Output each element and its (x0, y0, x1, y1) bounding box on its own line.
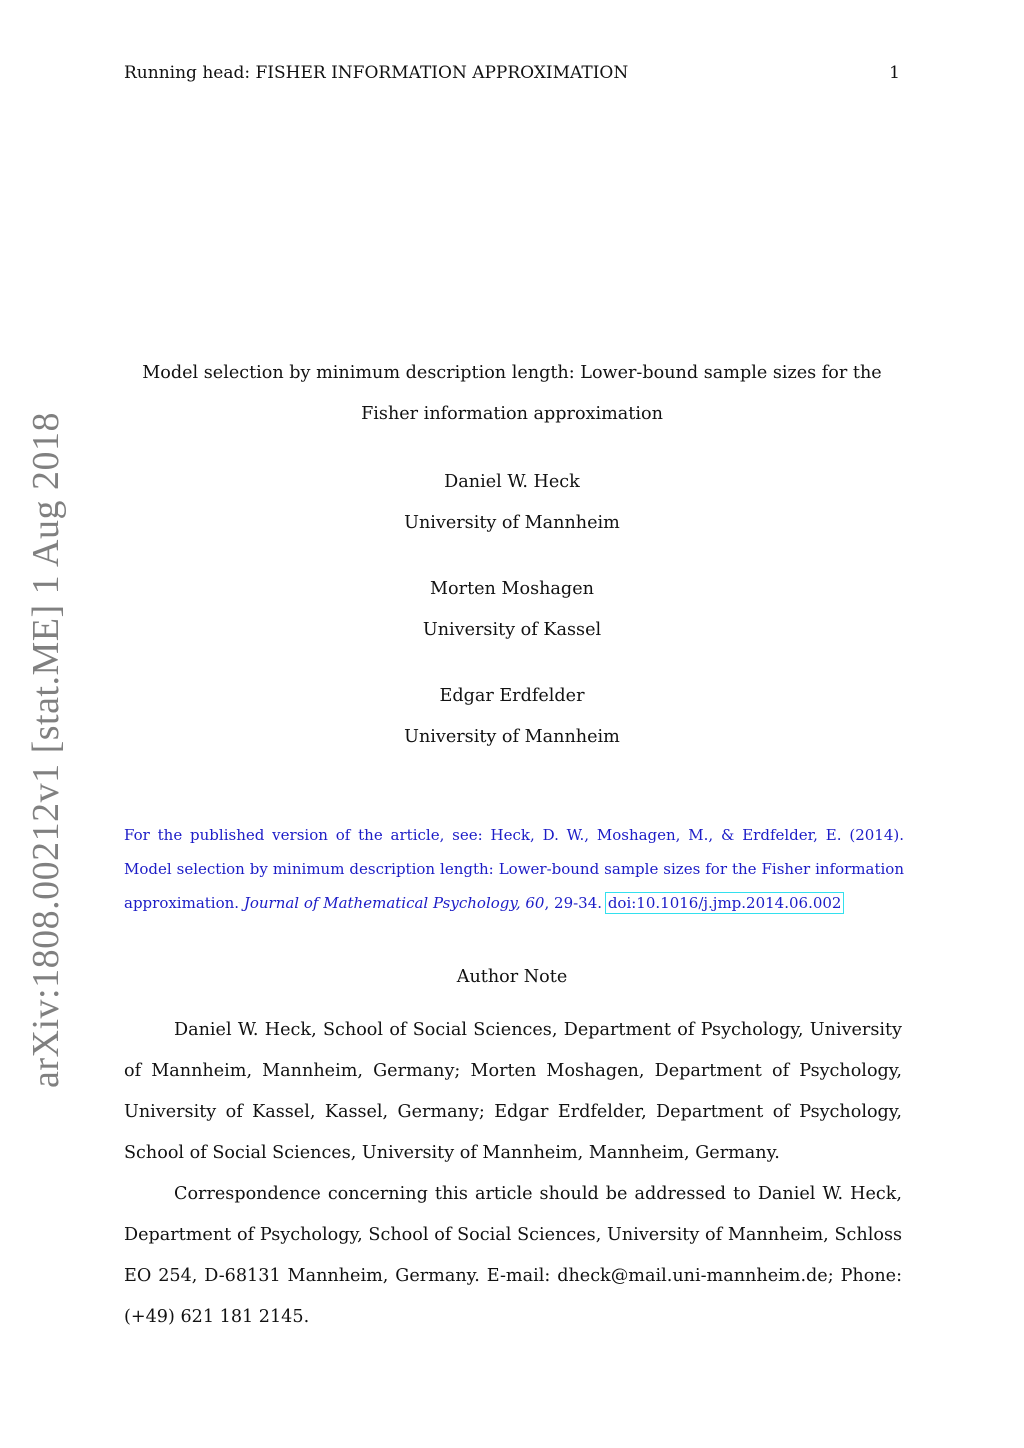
journal-name: Journal of Mathematical Psychology, 60 (243, 894, 545, 912)
author-affiliation: University of Mannheim (404, 727, 620, 747)
publication-pages: , 29-34. (544, 894, 607, 912)
author-note-paragraph: Daniel W. Heck, School of Social Sciences, Department of Psychology, University of Mannheim, Mannheim, Germany; Morten Moshagen, Department of Psychology, University of Kassel, Kassel, Germany; Edgar Erdfelder, Department of Psychology, School of Social Sciences, University of Mannheim, Mannheim, Germany. (124, 1020, 902, 1163)
paper-title: Model selection by minimum description length: Lower-bound sample sizes for the Fisher information approximation (142, 363, 882, 424)
publication-note-text: For the published version of the article, see: Heck, D. W., Moshagen, M., & Erdfelder, E. (2014). Model selection by minimum description length: Lower-bound sample sizes for the Fisher information approximation. (124, 826, 904, 912)
running-head-text: Running head: FISHER INFORMATION APPROXIMATION (124, 63, 629, 83)
arxiv-stamp (22, 411, 70, 1089)
author-affiliation: University of Mannheim (404, 513, 620, 533)
author-note-body (124, 1010, 902, 1338)
author-name: Daniel W. Heck (444, 472, 580, 492)
page-number: 1 (889, 63, 900, 83)
author-block-2 (124, 569, 900, 651)
running-head (124, 61, 900, 85)
author-affiliation: University of Kassel (422, 620, 602, 640)
author-block-3 (124, 676, 900, 758)
correspondence-paragraph: Correspondence concerning this article should be addressed to Daniel W. Heck, Department of Psychology, School of Social Sciences, University of Mannheim, Schloss EO 254, D-68131 Mannheim, Germany. E-mail: dheck@mail.uni-mannheim.de; Phone: (+49) 621 181 2145. (124, 1184, 902, 1327)
doi-link[interactable]: doi:10.1016/j.jmp.2014.06.002 (607, 894, 842, 912)
author-note-heading: Author Note (456, 967, 568, 987)
author-block-1 (124, 462, 900, 544)
author-name: Edgar Erdfelder (439, 686, 585, 706)
publication-note (124, 818, 904, 920)
author-name: Morten Moshagen (430, 579, 594, 599)
arxiv-stamp-text: arXiv:1808.00212v1 [stat.ME] 1 Aug 2018 (25, 411, 68, 1089)
